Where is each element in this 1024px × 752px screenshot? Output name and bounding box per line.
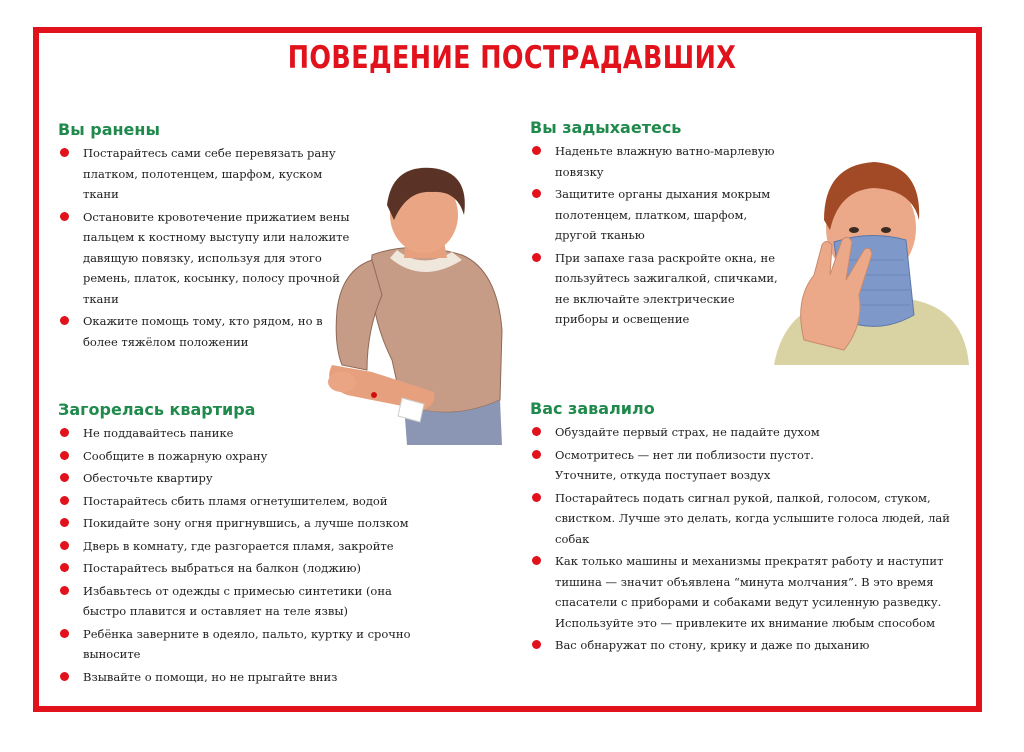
bullet-icon (60, 451, 69, 460)
bullet-list (530, 422, 950, 656)
list-item-text: Обуздайте первый страх, не падайте духом (555, 425, 820, 439)
list-item (530, 551, 950, 633)
bullet-icon (532, 450, 541, 459)
list-item (58, 558, 488, 579)
bullet-icon (60, 212, 69, 221)
bullet-list (58, 423, 488, 687)
bullet-icon (532, 189, 541, 198)
bullet-icon (532, 253, 541, 262)
bullet-icon (532, 556, 541, 565)
list-item-text: Взывайте о помощи, но не прыгайте вниз (83, 669, 338, 684)
bullet-icon (60, 148, 69, 157)
bullet-icon (60, 518, 69, 527)
list-item-text: Постарайтесь сбить пламя огнетушителем, водой (83, 493, 388, 508)
list-item (58, 468, 488, 489)
list-item-text: Как только машины и механизмы прекратят работу и наступит тишина — значит объявлена “минута молчания”. В это время спасатели с приборами и собаками ведут усиленную разведку. Используйте это — привлеките их внимание любым способом (555, 554, 944, 630)
list-item-text: Остановите кровотечение прижатием вены пальцем к костному выступу или наложите давящую повязку, используя для этого ремень, платок, косынку, полосу прочной ткани (83, 209, 350, 306)
list-item (58, 667, 488, 688)
section-heading: Загорелась квартира (58, 400, 256, 419)
list-item (58, 581, 413, 622)
list-item-text: При запахе газа раскройте окна, не пользуйтесь зажигалкой, спичками, не включайте электрические приборы и освещение (555, 250, 778, 326)
list-item-text: Вас обнаружат по стону, крику и даже по дыханию (555, 638, 870, 652)
list-item-text: Покидайте зону огня пригнувшись, а лучше ползком (83, 516, 409, 530)
bullet-icon (60, 672, 69, 681)
list-item (530, 141, 780, 182)
bullet-list (530, 141, 780, 330)
list-item (530, 422, 950, 443)
list-item (58, 143, 348, 205)
bullet-icon (60, 496, 69, 505)
list-item-text: Защитите органы дыхания мокрым полотенцем, платком, шарфом, другой тканью (555, 187, 771, 242)
wounded-man-illustration (312, 160, 512, 450)
section-rubble (530, 399, 950, 658)
bullet-icon (60, 629, 69, 638)
bullet-icon (532, 427, 541, 436)
list-item-text: Дверь в комнату, где разгорается пламя, закройте (83, 538, 394, 553)
bullet-icon (60, 563, 69, 572)
list-item (530, 488, 950, 550)
bullet-icon (532, 493, 541, 502)
section-choking (530, 118, 780, 332)
list-item-text: Окажите помощь тому, кто рядом, но в более тяжёлом положении (83, 314, 323, 349)
list-item (530, 445, 875, 486)
bullet-icon (532, 640, 541, 649)
list-item-text: Осмотритесь — нет ли поблизости пустот. Уточните, откуда поступает воздух (555, 447, 814, 482)
list-item-text: Избавьтесь от одежды с примесью синтетики (она быстро плавится и оставляет на теле язвы) (83, 583, 392, 618)
list-item (58, 624, 413, 665)
section-heading: Вы задыхаетесь (530, 118, 682, 137)
section-heading: Вас завалило (530, 399, 655, 418)
section-heading: Вы ранены (58, 120, 160, 139)
bullet-icon (60, 316, 69, 325)
list-item-text: Наденьте влажную ватно-марлевую повязку (555, 144, 775, 179)
list-item (58, 513, 488, 534)
list-item-text: Постарайтесь выбраться на балкон (лоджию) (83, 561, 361, 575)
list-item-text: Ребёнка заверните в одеяло, пальто, куртку и срочно выносите (83, 626, 411, 661)
list-item (530, 635, 950, 656)
list-item (530, 184, 780, 246)
list-item (58, 311, 348, 352)
poster-title: ПОВЕДЕНИЕ ПОСТРАДАВШИХ (287, 40, 737, 76)
list-item-text: Не поддавайтесь панике (83, 426, 234, 440)
list-item (530, 248, 780, 330)
list-item-text: Постарайтесь сами себе перевязать рану платком, полотенцем, шарфом, куском ткани (83, 146, 336, 201)
bullet-icon (60, 473, 69, 482)
list-item-text: Обесточьте квартиру (83, 471, 213, 485)
list-item-text: Постарайтесь подать сигнал рукой, палкой, голосом, стуком, свистком. Лучше это делать, когда услышите голоса людей, лай собак (555, 490, 950, 546)
list-item (58, 491, 488, 512)
choking-person-illustration (764, 150, 974, 375)
bullet-icon (532, 146, 541, 155)
list-item-text: Сообщите в пожарную охрану (83, 448, 268, 463)
bullet-icon (60, 428, 69, 437)
bullet-icon (60, 586, 69, 595)
bullet-icon (60, 541, 69, 550)
list-item (58, 536, 488, 557)
